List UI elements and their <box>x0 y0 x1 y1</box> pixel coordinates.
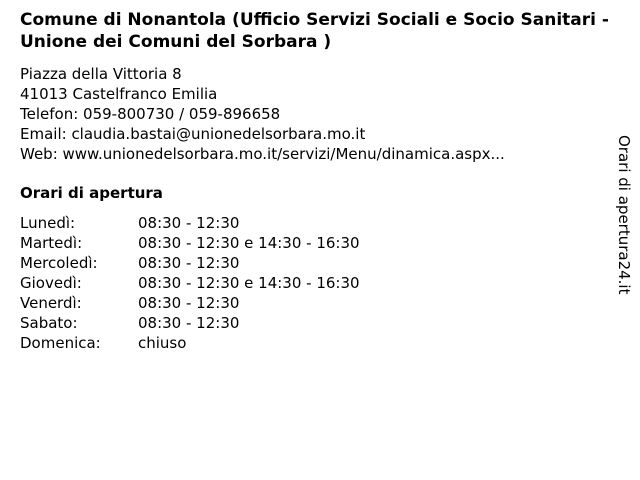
hours-row <box>20 333 360 353</box>
day-label: Domenica: <box>20 334 101 352</box>
hours-row <box>20 293 360 313</box>
phone-numbers: Telefon: 059-800730 / 059-896658 <box>20 105 281 123</box>
address-block <box>20 64 505 164</box>
email-address: Email: claudia.bastai@unionedelsorbara.mo.it <box>20 125 366 143</box>
hours-row <box>20 213 360 233</box>
hours-row <box>20 313 360 333</box>
site-watermark: Orari di apertura24.it <box>615 135 633 295</box>
opening-hours-list <box>20 213 360 353</box>
day-label: Mercoledì: <box>20 254 98 272</box>
city-address: 41013 Castelfranco Emilia <box>20 85 218 103</box>
hours-heading: Orari di apertura <box>20 184 163 202</box>
day-label: Lunedì: <box>20 214 76 232</box>
hours-row <box>20 233 360 253</box>
website-link: Web: www.unionedelsorbara.mo.it/servizi/Menu/dinamica.aspx... <box>20 145 505 163</box>
day-label: Giovedì: <box>20 274 82 292</box>
page-title: Comune di Nonantola (Ufficio Servizi Sociali e Socio Sanitari -Unione dei Comuni del Sorbara ) <box>20 10 609 52</box>
time-value: 08:30 - 12:30 <box>138 254 240 272</box>
time-value: chiuso <box>138 334 187 352</box>
street-address: Piazza della Vittoria 8 <box>20 65 182 83</box>
day-label: Venerdì: <box>20 294 82 312</box>
time-value: 08:30 - 12:30 <box>138 214 240 232</box>
time-value: 08:30 - 12:30 e 14:30 - 16:30 <box>138 234 360 252</box>
day-label: Sabato: <box>20 314 78 332</box>
hours-row <box>20 253 360 273</box>
time-value: 08:30 - 12:30 <box>138 314 240 332</box>
day-label: Martedì: <box>20 234 83 252</box>
time-value: 08:30 - 12:30 <box>138 294 240 312</box>
time-value: 08:30 - 12:30 e 14:30 - 16:30 <box>138 274 360 292</box>
hours-row <box>20 273 360 293</box>
